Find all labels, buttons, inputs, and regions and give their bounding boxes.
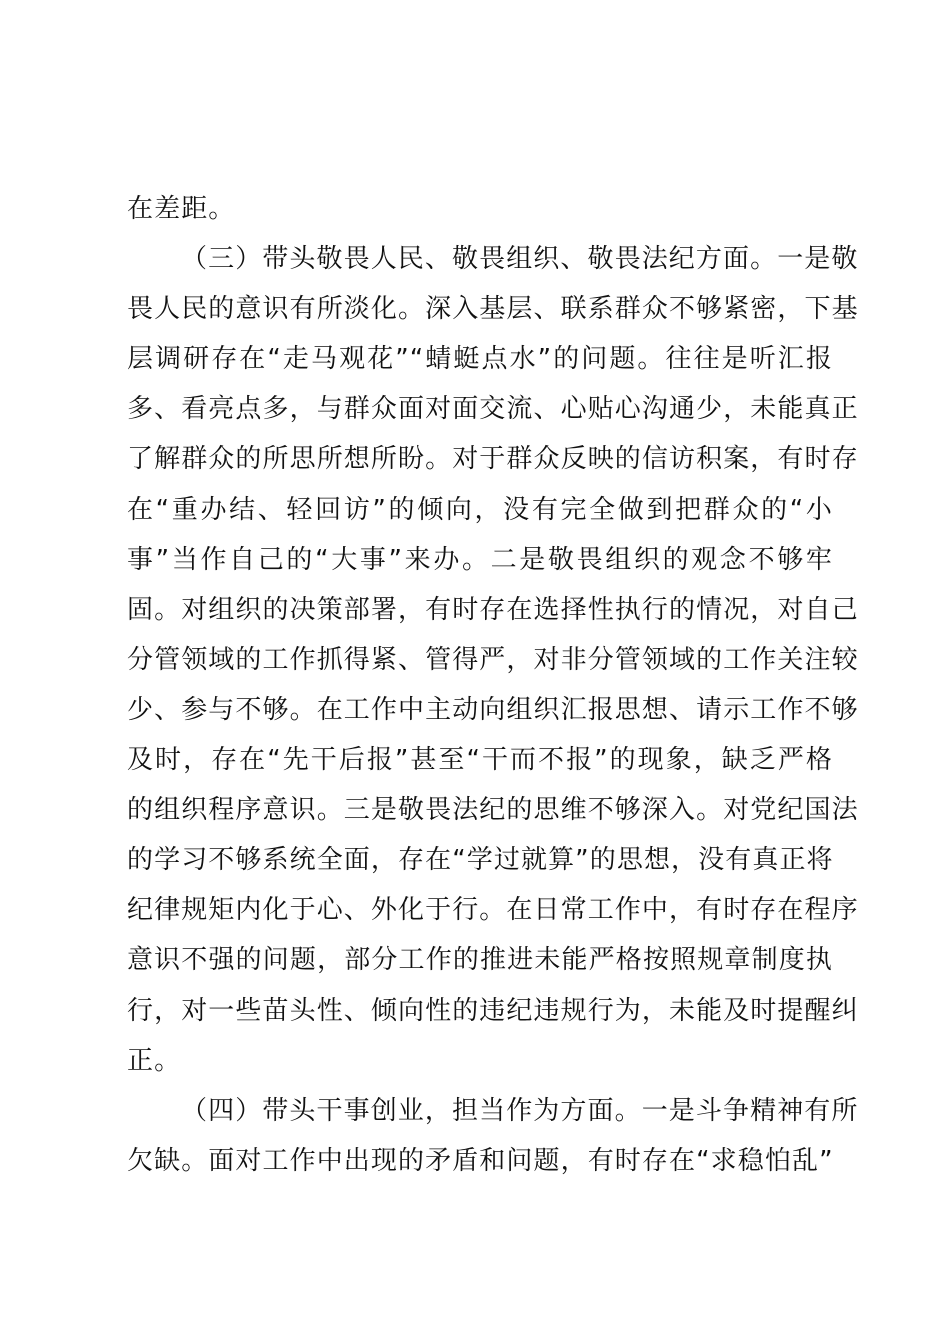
text-line: 多、看亮点多，与群众面对面交流、心贴心沟通少，未能真正: [127, 394, 859, 425]
text-line: 正。: [127, 1045, 182, 1076]
text-line: 意识不强的问题，部分工作的推进未能严格按照规章制度执: [127, 945, 833, 976]
text-line: 固。对组织的决策部署，有时存在选择性执行的情况，对自己: [127, 594, 859, 625]
text-line: 在差距。: [127, 194, 236, 224]
text-line: 在“重办结、轻回访”的倾向，没有完全做到把群众的“小: [127, 494, 833, 525]
text-line: 畏人民的意识有所淡化。深入基层、联系群众不够紧密，下基: [127, 294, 859, 325]
text-line: 了解群众的所思所想所盼。对于群众反映的信访积案，有时存: [127, 444, 859, 475]
section-heading-line: （三）带头敬畏人民、敬畏组织、敬畏法纪方面。一是敬: [181, 244, 859, 275]
text-line: 的组织程序意识。三是敬畏法纪的思维不够深入。对党纪国法: [127, 795, 859, 826]
text-line: 的学习不够系统全面，存在“学过就算”的思想，没有真正将: [127, 845, 834, 876]
text-line: 行，对一些苗头性、倾向性的违纪违规行为，未能及时提醒纠: [127, 995, 859, 1026]
section-heading-line: （四）带头干事创业，担当作为方面。一是斗争精神有所: [181, 1095, 859, 1126]
text-line: 层调研存在“走马观花”“蜻蜓点水”的问题。往往是听汇报: [127, 344, 833, 375]
text-line: 及时，存在“先干后报”甚至“干而不报”的现象，缺乏严格: [127, 745, 833, 776]
text-line: 少、参与不够。在工作中主动向组织汇报思想、请示工作不够: [127, 694, 859, 725]
text-line: 事”当作自己的“大事”来办。二是敬畏组织的观念不够牢: [127, 544, 833, 575]
document-page: [127, 184, 859, 1186]
text-line: 分管领域的工作抓得紧、管得严，对非分管领域的工作关注较: [127, 644, 859, 675]
text-line: 纪律规矩内化于心、外化于行。在日常工作中，有时存在程序: [127, 895, 859, 926]
text-line: 欠缺。面对工作中出现的矛盾和问题，有时存在“求稳怕乱”: [127, 1145, 834, 1176]
